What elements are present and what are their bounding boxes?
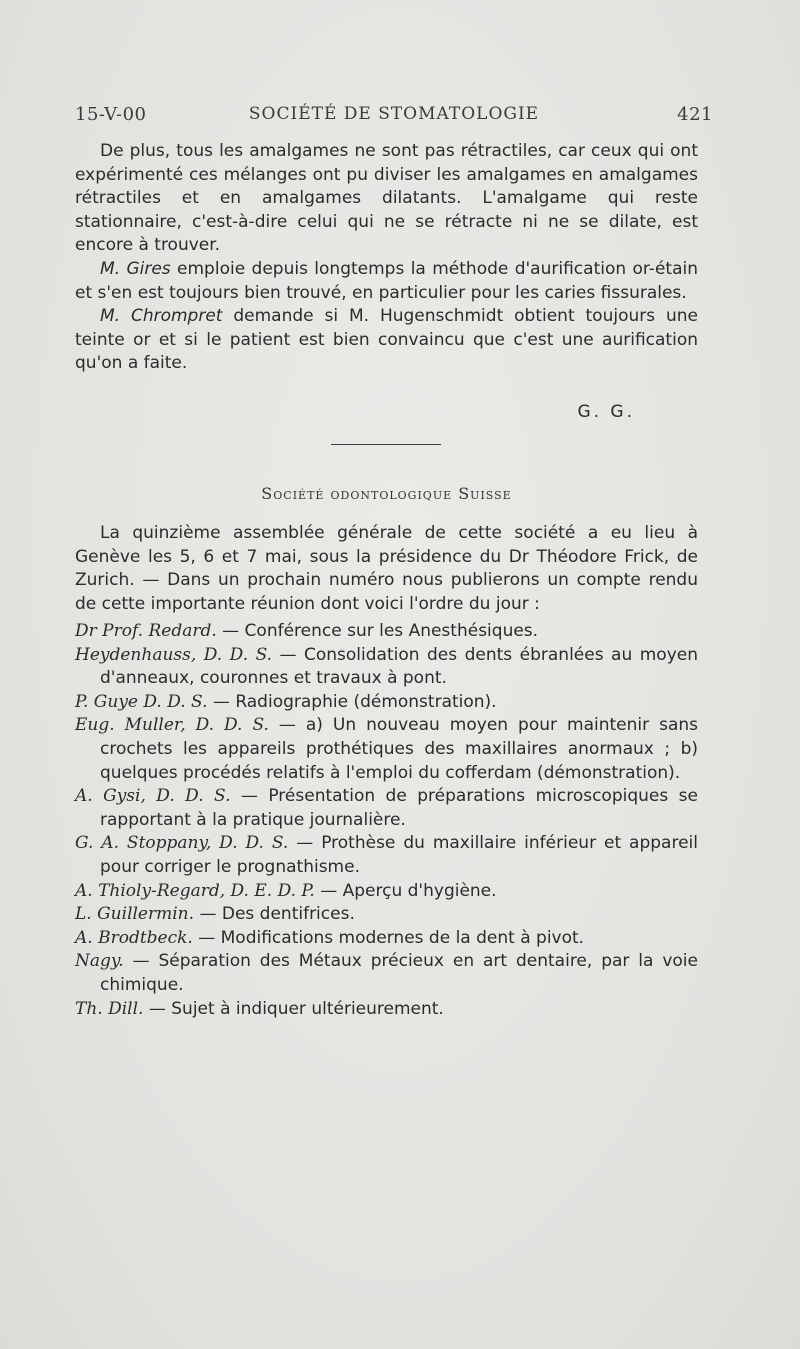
presentation-topic: — Séparation des Métaux précieux en art dentaire, par la voie chimique. — [100, 951, 698, 995]
intro-paragraph: La quinzième assemblée générale de cette société a eu lieu à Genève les 5, 6 et 7 mai, sous la présidence du Dr Théodore Frick, de Zurich. — Dans un prochain numéro nous publierons un compte rendu de cette importante réunion dont voici l'ordre du jour : — [75, 523, 698, 614]
signature: G. G. — [577, 402, 635, 422]
presentation-topic: — Radiographie (démonstration). — [207, 691, 497, 712]
presentation-topic: — Aperçu d'hygiène. — [314, 880, 497, 901]
running-head — [75, 104, 713, 130]
page-number: 421 — [677, 104, 713, 125]
presenter-name: Eug. Muller, D. D. S. — [75, 715, 269, 736]
list-item — [75, 785, 698, 832]
list-item — [75, 998, 698, 1022]
presentation-topic: — a) Un nouveau moyen pour maintenir sans crochets les appareils prothétiques des maxillaires anormaux ; b) quelques procédés relatifs à l'emploi du cofferdam (démonstration). — [100, 715, 698, 783]
presenter-name: G. A. Stoppany, D. D. S. — [75, 833, 289, 854]
presenter-name: Dr Prof. Redard. — [75, 621, 217, 641]
list-item — [75, 620, 698, 644]
list-item — [75, 927, 698, 951]
speaker-name: M. Chrompret — [100, 306, 223, 327]
presenter-name: Th. Dill. — [75, 998, 144, 1019]
presentation-topic: — Prothèse du maxillaire inférieur et appareil pour corriger le prognathisme. — [100, 833, 698, 877]
list-item — [75, 950, 698, 997]
list-item — [75, 714, 698, 785]
presenter-name: P. Guye D. D. S. — [75, 691, 208, 712]
paragraph-gires — [75, 258, 698, 305]
presenter-name: A. Brodtbeck. — [75, 927, 193, 948]
list-item — [75, 691, 698, 715]
speaker-name: M. Gires — [100, 258, 171, 279]
presentation-topic: — Sujet à indiquer ultérieurement. — [143, 998, 444, 1019]
paragraph-text: De plus, tous les amalgames ne sont pas rétractiles, car ceux qui ont expérimenté ces mélanges ont pu diviser les amalgames en amalgames rétractiles et en amalgames dilatants. L'amalgame qui reste stationnaire, c'est-à-dire celui qui ne se rétracte ni ne se dilate, est encore à trouver. — [75, 141, 698, 256]
presenter-name: Heydenhauss, D. D. S. — [75, 644, 273, 665]
discussion-text — [75, 140, 698, 376]
agenda-list — [75, 620, 698, 1021]
presenter-name: A. Gysi, D. D. S. — [75, 786, 231, 807]
section-divider — [331, 444, 441, 445]
presentation-topic: — Consolidation des dents ébranlées au moyen d'anneaux, couronnes et travaux à pont. — [100, 644, 698, 689]
presentation-topic: — Conférence sur les Anesthésiques. — [216, 621, 539, 641]
list-item — [75, 832, 698, 879]
section-title-text: Société odontologique Suisse — [261, 484, 512, 503]
list-item — [75, 644, 698, 691]
presenter-name: A. Thioly-Regard, D. E. D. P. — [75, 880, 315, 901]
presenter-name: L. Guillermin. — [75, 904, 195, 925]
list-item — [75, 880, 698, 904]
header-title: SOCIÉTÉ DE STOMATOLOGIE — [248, 104, 540, 124]
paragraph-text: demande si M. Hugenschmidt obtient toujours une teinte or et si le patient est bien convaincu que c'est une aurification qu'on a faite. — [75, 306, 698, 374]
section-intro — [75, 522, 698, 616]
paragraph-chrompret — [75, 305, 698, 376]
list-item — [75, 903, 698, 927]
presentation-topic: — Des dentifrices. — [194, 904, 355, 925]
section-title — [75, 484, 698, 503]
presentation-topic: — Présentation de préparations microscopiques se rapportant à la pratique journalière. — [100, 786, 698, 830]
paragraph-amalgames — [75, 140, 698, 258]
paragraph-text: emploie depuis longtemps la méthode d'aurification or-étain et s'en est toujours bien trouvé, en particulier pour les caries fissurales. — [75, 258, 698, 303]
presenter-name: Nagy. — [75, 951, 124, 972]
presentation-topic: — Modifications modernes de la dent à pivot. — [192, 927, 585, 948]
header-date: 15-V-00 — [75, 104, 147, 125]
